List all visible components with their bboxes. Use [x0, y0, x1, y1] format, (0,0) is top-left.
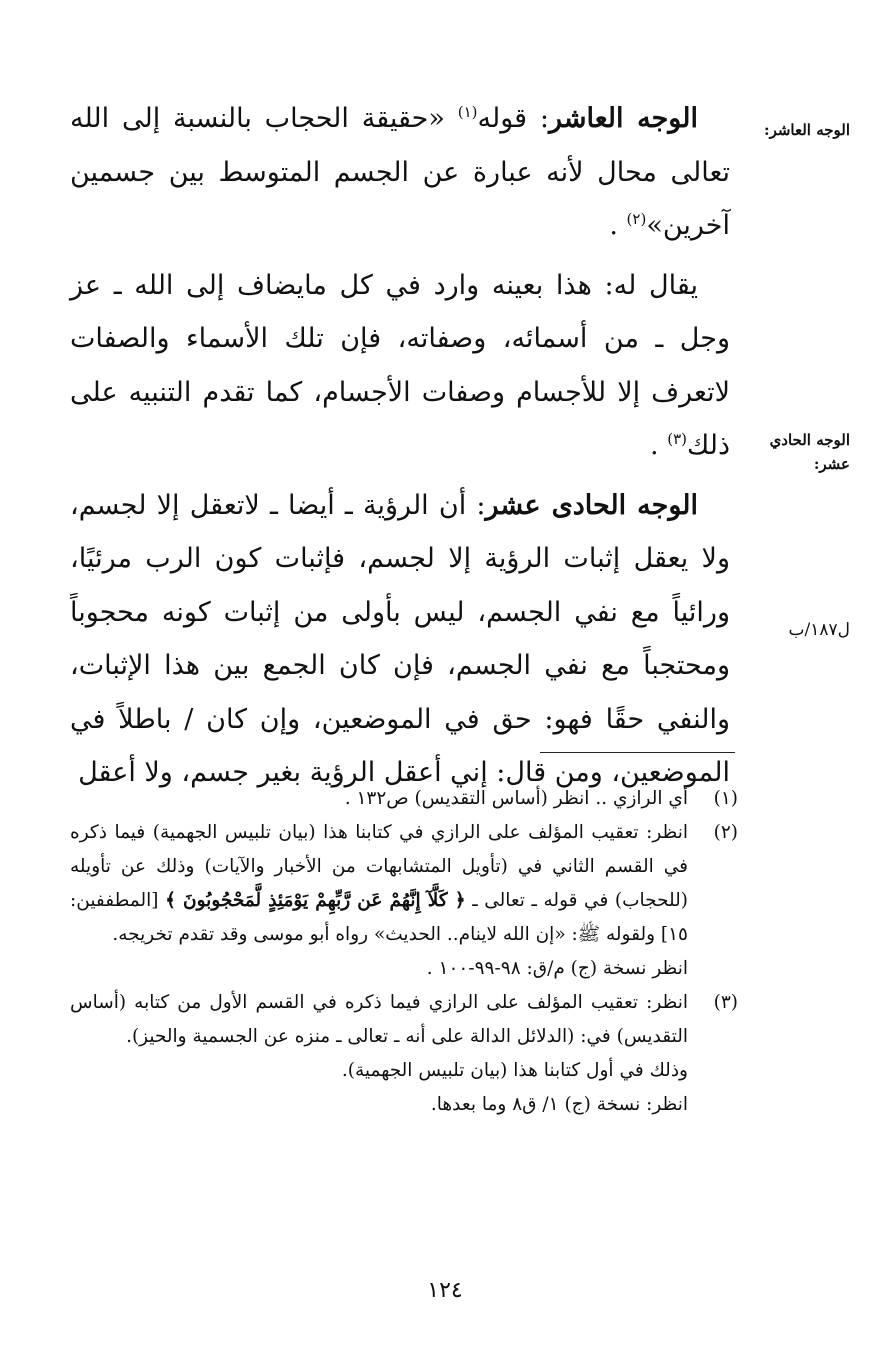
- footnote-body: [70, 816, 688, 986]
- footnote-ref-3: (٣): [667, 430, 687, 448]
- footnote-body: [70, 782, 688, 816]
- paragraph-3-lead: الوجه الحادى عشر: [485, 489, 699, 521]
- footnote-1: [70, 782, 738, 816]
- footnote-body: [70, 986, 688, 1122]
- footnote-line: [المطففين: ١٥] ولقوله ﷺ: «إن الله لاينام.. الحديث» رواه أبو موسى وقد تقدم تخريجه.: [70, 890, 688, 945]
- footnote-line: انظر: تعقيب المؤلف على الرازي في كتابنا هذا (بيان تلبيس الجهمية) فيما ذكره في القسم الثاني في (تأويل المتشابهات من الأخبار والآيات) وذلك عن تأويله (للحجاب) في قوله ـ تعالى ـ: [70, 822, 688, 911]
- margin-note-manuscript-ref: ل١٨٧/ب: [788, 620, 850, 640]
- footnote-number: (٣): [713, 992, 738, 1013]
- paragraph-1-text-a: : قوله: [477, 103, 549, 134]
- page-number: ١٢٤: [427, 1278, 463, 1303]
- main-text: [70, 92, 730, 800]
- footnotes: [70, 782, 738, 1122]
- footnote-line: أي الرازي .. انظر (أساس التقديس) ص١٣٢ .: [344, 788, 688, 809]
- paragraph-1-end: .: [609, 210, 627, 241]
- margin-note-eleventh-aspect: الوجه الحادي عشر:: [769, 431, 850, 473]
- footnote-3: [70, 986, 738, 1122]
- paragraph-3-text: : أن الرؤية ـ أيضا ـ لاتعقل إلا لجسم، ولا يعقل إثبات الرؤية إلا لجسم، فإثبات كون الرب مرئيًا، ورائياً مع نفي الجسم، ليس بأولى من إثبات كونه محجوباً ومحتجباً مع نفي الجسم، فإن كان الجمع بين هذا الإثبات، والنفي حقًا فهو: حق في الموضعين، وإن كان / باطلاً في الموضعين، ومن قال: إني أعقل الرؤية بغير جسم، ولا أعقل: [70, 489, 730, 788]
- paragraph-2: [70, 259, 730, 473]
- footnote-2: [70, 816, 738, 986]
- footnote-line: انظر: نسخة (ج) ١/ ق٨ وما بعدها.: [430, 1094, 688, 1115]
- paragraph-1-lead: الوجه العاشر: [548, 103, 698, 134]
- paragraph-1-text-b: «حقيقة الحجاب بالنسبة إلى الله تعالى محال لأنه عبارة عن الجسم المتوسط بين جسمين آخرين»: [70, 103, 730, 241]
- footnote-number: (٢): [713, 822, 738, 843]
- paragraph-2-text: يقال له: هذا بعينه وارد في كل مايضاف إلى الله ـ عز وجل ـ من أسمائه، وصفاته، فإن تلك الأسماء والصفات لاتعرف إلا للأجسام وصفات الأجسام، كما تقدم التنبيه على ذلك: [70, 269, 730, 461]
- paragraph-1: [70, 92, 730, 253]
- margin-note-tenth-aspect: الوجه العاشر:: [764, 121, 850, 139]
- footnote-line: انظر: تعقيب المؤلف على الرازي فيما ذكره في القسم الأول من كتابه (أساس التقديس) في: (الدلائل الدالة على أنه ـ تعالى ـ منزه عن الجسمية والحيز).: [70, 992, 688, 1047]
- paragraph-2-end: .: [650, 430, 668, 461]
- quran-verse: ﴿ كَلَّآ إِنَّهُمْ عَن رَّبِّهِمْ يَوْمَئِذٍ لَّمَحْجُوبُونَ ﴾: [165, 890, 466, 911]
- footnote-ref-1: (١): [457, 103, 478, 121]
- footnote-number: (١): [713, 788, 738, 809]
- footnote-ref-2: (٢): [626, 210, 647, 228]
- footnote-line: انظر نسخة (ج) م/ق: ٩٨-٩٩-١٠٠ .: [426, 958, 688, 979]
- footnote-separator: [540, 752, 735, 753]
- footnote-line: وذلك في أول كتابنا هذا (بيان تلبيس الجهمية).: [341, 1060, 688, 1081]
